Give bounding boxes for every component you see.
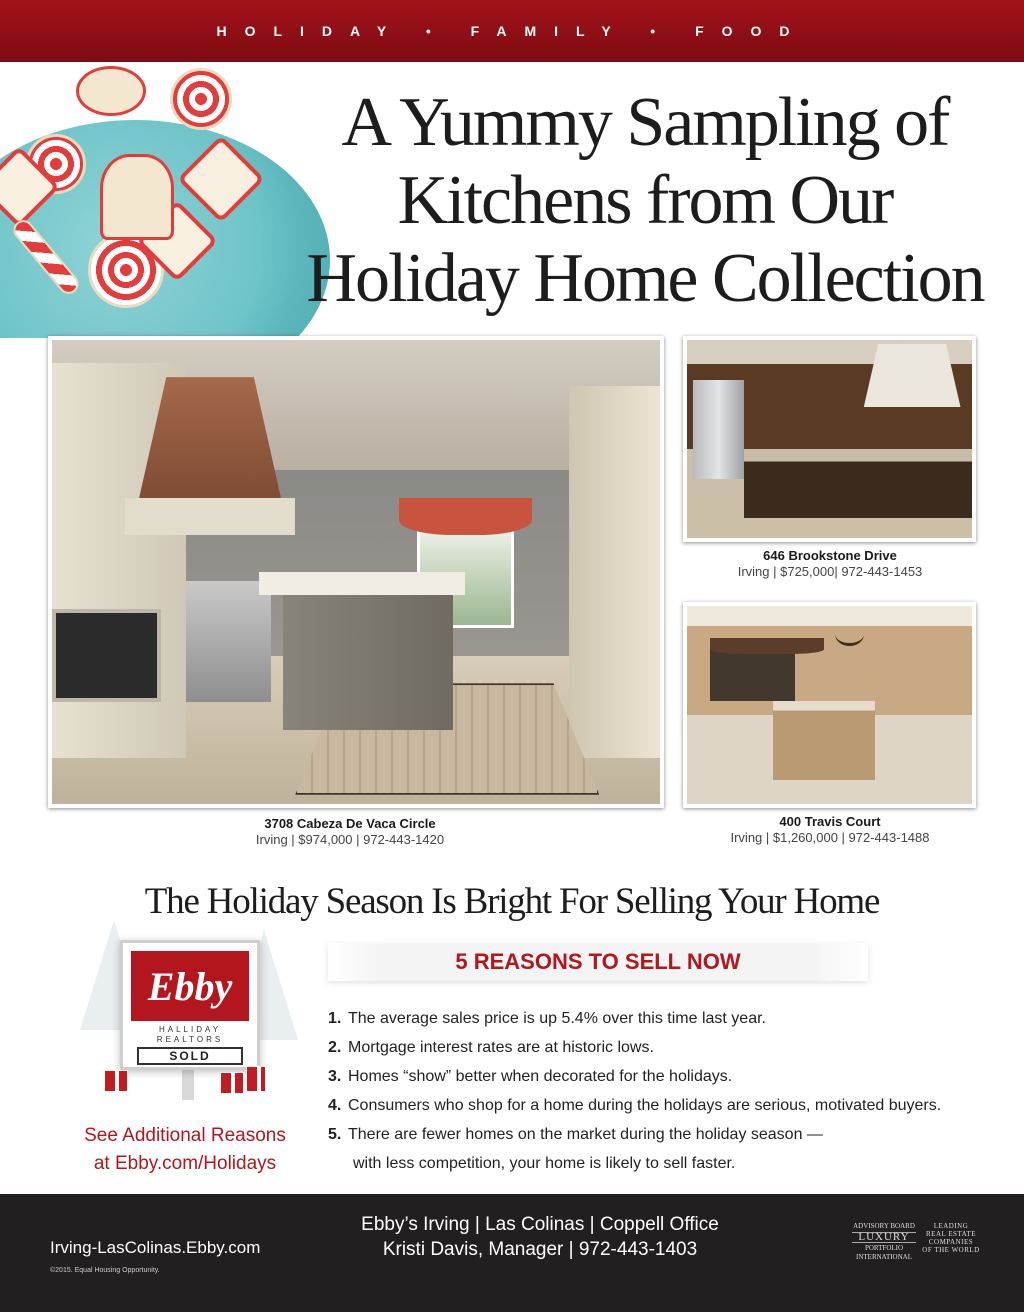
reason-number: 2.: [328, 1038, 342, 1056]
luxury-bottom: INTERNATIONAL: [856, 1253, 912, 1261]
refrigerator: [693, 380, 744, 479]
gift-icon: [220, 1072, 244, 1094]
luxury-main: LUXURY: [852, 1232, 916, 1243]
chandelier: [835, 622, 864, 646]
lrec-line-4: OF THE WORLD: [922, 1246, 980, 1254]
luxury-sub: PORTFOLIO: [864, 1244, 904, 1252]
cabinets-right: [569, 386, 660, 757]
reason-item: [328, 1091, 988, 1120]
cookie-plate-image: [0, 62, 330, 338]
listing-info: Irving | $1,260,000 | 972-443-1488: [730, 830, 930, 845]
see-more-line-1: See Additional Reasons: [84, 1125, 286, 1146]
window: [710, 646, 796, 701]
listing-info: Irving | $974,000 | 972-443-1420: [255, 832, 445, 847]
reason-number: 5.: [328, 1125, 342, 1143]
reason-item: [328, 1120, 988, 1149]
footer-office-info: [300, 1212, 780, 1262]
reason-continuation: with less competition, your home is likely to sell faster.: [353, 1154, 736, 1172]
reason-text: There are fewer homes on the market during the holiday season —: [348, 1125, 823, 1143]
listing-address: 3708 Cabeza De Vaca Circle: [264, 816, 436, 831]
ebby-logo: [131, 951, 249, 1021]
listing-address: 400 Travis Court: [779, 814, 881, 829]
headline-line-1: A Yummy Sampling of: [341, 84, 949, 161]
reasons-list: [328, 1004, 988, 1178]
range-hood: [864, 344, 961, 407]
gift-icon: [104, 1070, 128, 1092]
top-banner: [0, 0, 1024, 62]
reason-item: [328, 1033, 988, 1062]
sign-line-2: REALTORS: [156, 1035, 224, 1044]
section-title: The Holiday Season Is Bright For Selling Your Home: [144, 881, 880, 922]
sold-rider: SOLD: [137, 1047, 243, 1065]
reason-text: The average sales price is up 5.4% over this time last year.: [348, 1009, 766, 1027]
reason-item: [328, 1062, 988, 1091]
office-line-2: Kristi Davis, Manager | 972-443-1403: [382, 1239, 698, 1260]
cookie-tree: [100, 154, 174, 240]
wall-oven: [52, 609, 161, 702]
reason-text: Consumers who shop for a home during the holidays are serious, motivated buyers.: [348, 1096, 942, 1114]
see-more-line-2: at Ebby.com/Holidays: [93, 1153, 277, 1174]
sign-line-1: HALLIDAY: [158, 1025, 222, 1034]
reasons-heading: 5 REASONS TO SELL NOW: [328, 943, 868, 981]
luxury-top: ADVISORY BOARD: [853, 1222, 915, 1230]
reason-text: Mortgage interest rates are at historic lows.: [348, 1038, 654, 1056]
hood-base: [125, 498, 295, 535]
island-countertop: [259, 572, 466, 595]
lrec-line-3: COMPANIES: [928, 1238, 974, 1246]
curtain: [399, 498, 533, 535]
kitchen-photo-brookstone: [683, 336, 976, 542]
listing-address: 646 Brookstone Drive: [763, 548, 897, 563]
range: [186, 581, 271, 702]
gift-icon: [246, 1066, 266, 1092]
sign-board: [120, 940, 260, 1070]
reason-text: Homes “show” better when decorated for the holidays.: [348, 1067, 733, 1085]
kitchen-photo-main: [48, 336, 664, 808]
ebby-sold-sign-image: [70, 900, 310, 1110]
cookie-mitten: [76, 66, 146, 116]
caption-listing-3: [680, 814, 980, 845]
footer-website-link[interactable]: Irving-LasColinas.Ebby.com: [50, 1238, 261, 1257]
reason-number: 3.: [328, 1067, 342, 1085]
lrec-line-1: LEADING: [933, 1222, 969, 1230]
island: [773, 701, 876, 780]
see-additional-reasons-link[interactable]: [70, 1122, 300, 1178]
headline-line-3: Holiday Home Collection: [306, 240, 984, 317]
luxury-portfolio-logo: [852, 1222, 916, 1262]
reason-number: 1.: [328, 1009, 342, 1027]
cookie-swirl: [170, 68, 232, 130]
listing-info: Irving | $725,000| 972-443-1453: [737, 564, 923, 579]
ebby-logo-text: Ebby: [147, 963, 233, 1009]
caption-listing-1: [200, 816, 500, 847]
valance: [710, 638, 824, 654]
sign-text: [131, 1025, 249, 1045]
headline-line-2: Kitchens from Our: [397, 162, 893, 239]
reason-item: [328, 1004, 988, 1033]
banner-text: HOLIDAY • FAMILY • FOOD: [216, 23, 808, 39]
reason-number: 4.: [328, 1096, 342, 1114]
footer-copyright: ©2015. Equal Housing Opportunity.: [50, 1267, 160, 1274]
lrec-line-2: REAL ESTATE: [926, 1230, 976, 1238]
headline: [300, 84, 990, 318]
caption-listing-2: [680, 548, 980, 579]
kitchen-photo-travis: [683, 602, 976, 808]
office-line-1: Ebby’s Irving | Las Colinas | Coppell Office: [361, 1214, 719, 1235]
leading-real-estate-logo: [920, 1222, 982, 1254]
island: [283, 581, 453, 729]
island: [744, 449, 972, 518]
footer: [0, 1194, 1024, 1312]
